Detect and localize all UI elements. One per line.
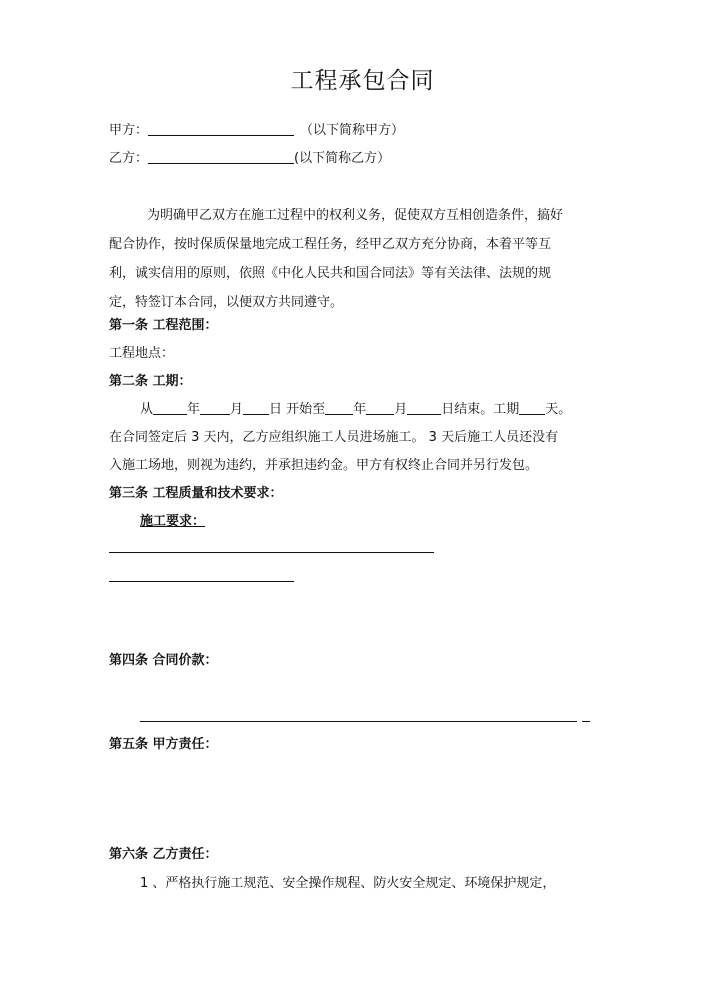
- party-a-line: [109, 121, 404, 140]
- month-text: 月: [230, 402, 244, 417]
- construction-requirements-label: [140, 513, 205, 531]
- party-a-label: 甲方：: [109, 123, 149, 138]
- article-6-heading: 第六条 乙方责任：: [109, 847, 218, 862]
- party-b-blank[interactable]: [148, 149, 294, 164]
- preamble-line: 为明确甲乙双方在施工过程中的权利义务，促使双方互相创造条件，搞好: [147, 208, 564, 223]
- schedule-line-2: 在合同签定后 3 天内，乙方应组织施工人员进场施工。 3 天后施工人员还没有: [109, 430, 559, 445]
- end-year-blank[interactable]: [325, 400, 353, 415]
- project-site-label: 工程地点：: [109, 346, 175, 361]
- article-4-heading: 第四条 合同价款：: [109, 653, 218, 668]
- party-b-note: (以下简称乙方）: [294, 151, 391, 166]
- requirements-blank-line-2[interactable]: [109, 581, 294, 582]
- requirements-blank-line-1[interactable]: [109, 552, 434, 553]
- year2-text: 年: [353, 402, 367, 417]
- schedule-line: [140, 400, 571, 419]
- article-3-heading: 第三条 工程质量和技术要求：: [109, 486, 283, 501]
- start-year-blank[interactable]: [153, 400, 187, 415]
- article-2-heading: 第二条 工期：: [109, 374, 192, 389]
- start-day-blank[interactable]: [243, 400, 269, 415]
- party-a-blank[interactable]: [148, 121, 294, 136]
- contract-price-blank-tail: [582, 721, 590, 722]
- document-title: 工程承包合同: [290, 68, 435, 94]
- preamble-line: 利，诚实信用的原则，依照《中化人民共和国合同法》等有关法律、法规的规: [109, 266, 552, 281]
- duration-blank[interactable]: [519, 400, 545, 415]
- preamble-line: 配合协作，按时保质保量地完成工程任务，经甲乙双方充分协商，本着平等互: [109, 237, 552, 252]
- party-b-label: 乙方：: [109, 151, 149, 166]
- end-month-blank[interactable]: [366, 400, 394, 415]
- month2-text: 月: [394, 402, 408, 417]
- days-text: 天。: [545, 402, 572, 417]
- party-a-note: （以下简称甲方）: [300, 123, 405, 138]
- year-text: 年: [187, 402, 201, 417]
- contract-price-blank-line[interactable]: [140, 721, 577, 722]
- from-text: 从: [140, 402, 154, 417]
- article-1-heading: 第一条 工程范围：: [109, 318, 218, 333]
- end-day-blank[interactable]: [407, 400, 441, 415]
- party-b-duty-item-1: 1 、严格执行施工规范、安全操作规程、防火安全规定、环境保护规定，: [140, 876, 556, 891]
- start-text: 日 开始至: [269, 402, 326, 417]
- preamble-line: 定，特签订本合同，以便双方共同遵守。: [109, 295, 344, 310]
- party-b-line: [109, 149, 390, 168]
- schedule-line-3: 入施工场地，则视为违约，并承担违约金。甲方有权终止合同并另行发包。: [109, 458, 539, 473]
- preamble-paragraph: [109, 201, 619, 317]
- construction-requirements-text: 施工要求：: [140, 514, 206, 529]
- end-text: 日结束。工期: [441, 402, 520, 417]
- start-month-blank[interactable]: [200, 400, 230, 415]
- article-5-heading: 第五条 甲方责任：: [109, 737, 218, 752]
